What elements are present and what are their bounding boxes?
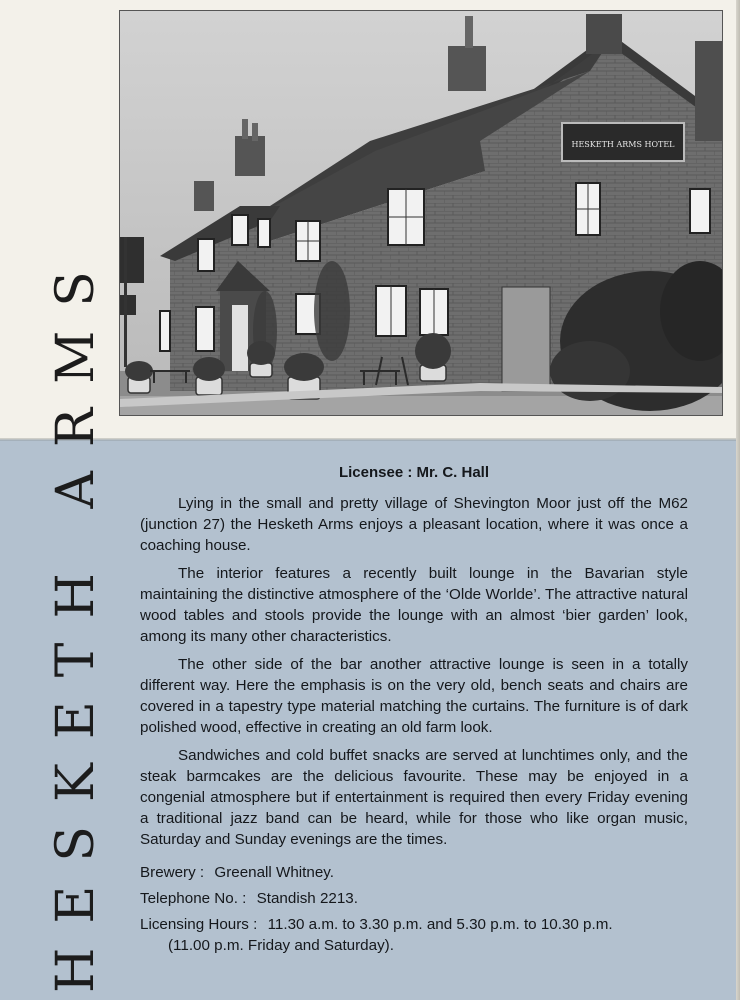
- article-body: [140, 462, 688, 961]
- hours-value: 11.30 a.m. to 3.30 p.m. and 5.30 p.m. to 10.30 p.m.: [267, 916, 613, 933]
- telephone-row: [140, 888, 688, 909]
- brewery-label: Brewery :: [140, 864, 205, 881]
- vertical-title: HESKETH ARMS: [46, 247, 106, 993]
- pub-photo: [120, 11, 722, 415]
- brewery-row: [140, 862, 688, 883]
- hours-label: Licensing Hours :: [140, 916, 258, 933]
- fold-line: [0, 438, 740, 441]
- hours-row: [140, 914, 688, 956]
- paragraph-other-lounge: The other side of the bar another attractive lounge is seen in a totally different way. Here the emphasis is on the very old, bench seats and chairs are covered in a tapestry type material matching the curtains. The furniture is of dark polished wood, effective in creating an old farm look.: [140, 656, 688, 736]
- paragraph-interior: The interior features a recently built lounge in the Bavarian style maintaining the distinctive atmosphere of the ‘Olde Worlde’. The attractive natural wood tables and stools provide the lounge with an almost ‘bier garden’ look, among its many other characteristics.: [140, 565, 688, 645]
- pub-building-illustration: [120, 11, 722, 415]
- hours-extra: (11.00 p.m. Friday and Saturday).: [168, 937, 394, 954]
- svg-text:HESKETH ARMS HOTEL: HESKETH ARMS HOTEL: [571, 140, 675, 149]
- page-edge: [736, 0, 740, 1000]
- telephone-label: Telephone No. :: [140, 890, 247, 907]
- paragraph-food-entertainment: Sandwiches and cold buffet snacks are served at lunchtimes only, and the steak barmcakes are the delicious favourite. These may be enjoyed in a congenial atmosphere but if entertainment is required then every Friday evening a traditional jazz band can be heard, while for those who like organ music, Saturday and Sunday evenings are the times.: [140, 747, 688, 848]
- licensee-heading: Licensee : Mr. C. Hall: [338, 464, 490, 481]
- paragraph-location: Lying in the small and pretty village of Shevington Moor just off the M62 (junction 27) the Hesketh Arms enjoys a pleasant location, where it was once a coaching house.: [140, 495, 688, 554]
- facts-list: [140, 862, 688, 956]
- telephone-value: Standish 2213.: [256, 890, 358, 907]
- brewery-value: Greenall Whitney.: [214, 864, 334, 881]
